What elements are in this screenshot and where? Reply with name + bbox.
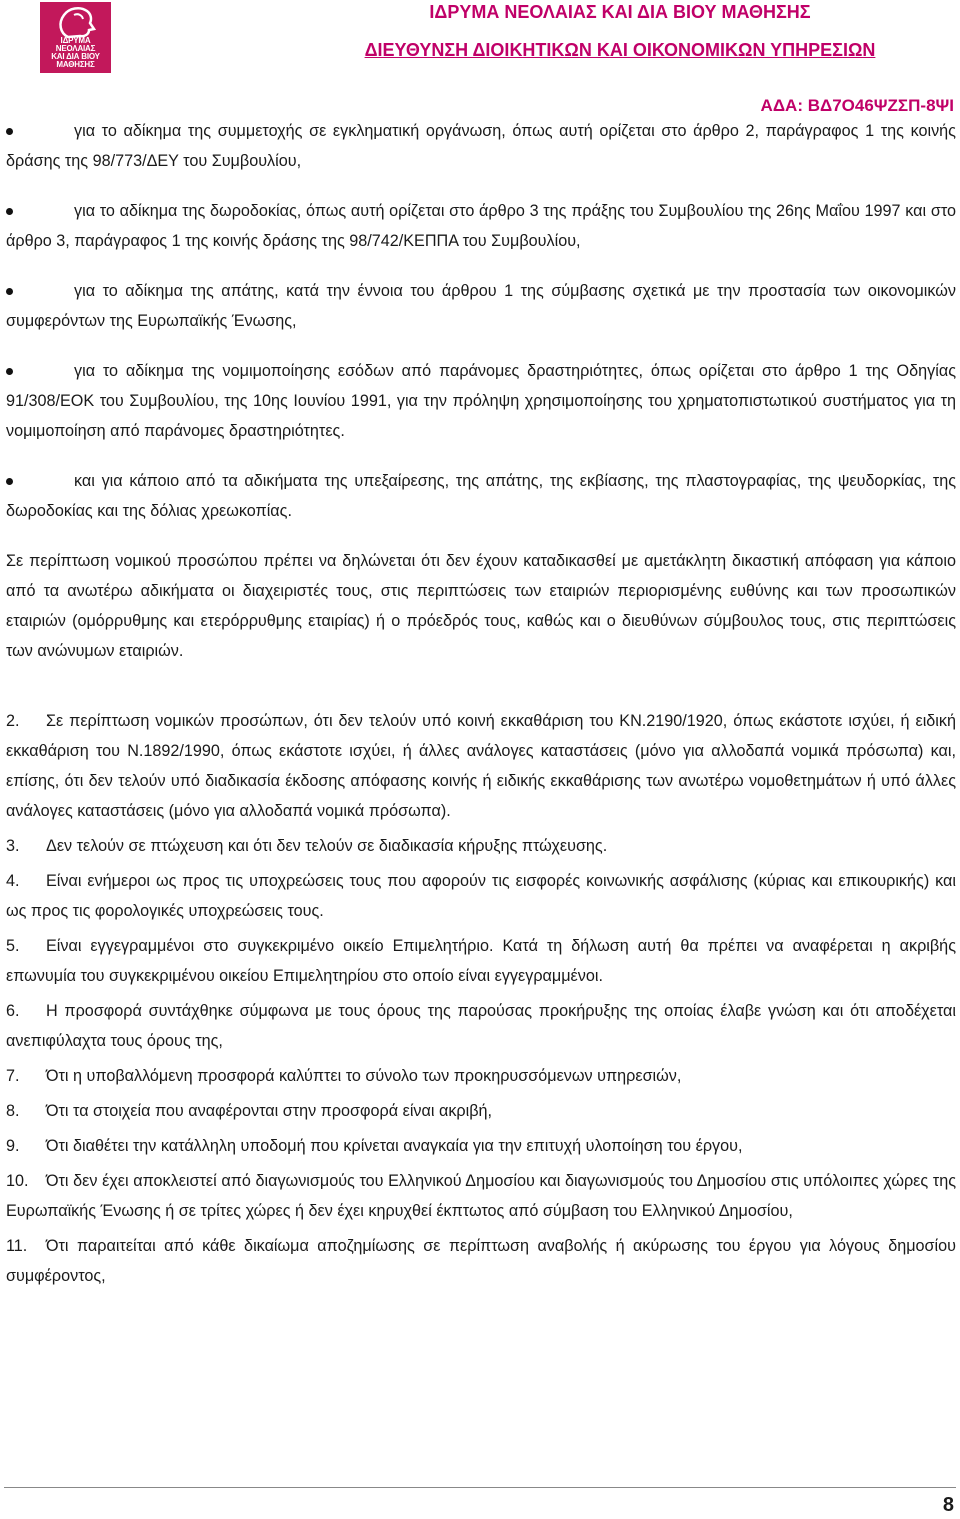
item-number: 2. — [6, 712, 20, 730]
bullet-item — [6, 276, 956, 336]
numbered-item — [6, 866, 956, 926]
numbered-item — [6, 1061, 956, 1091]
numbered-item — [6, 931, 956, 991]
bullet-text: για το αδίκημα της απάτης, κατά την έννοια του άρθρου 1 της σύμβασης σχετικά με την προστασία των οικονομικών συμφερόντων της Ευρωπαϊκής Ένωσης, — [6, 282, 956, 330]
bullet-icon — [6, 288, 13, 295]
numbered-item — [6, 1231, 956, 1291]
item-text: Ότι δεν έχει αποκλειστεί από διαγωνισμούς του Ελληνικού Δημοσίου και διαγωνισμούς του Δημοσίου στις υπόλοιπες χώρες της Ευρωπαϊκής Ένωσης ή σε τρίτες χώρες ή δεν έχει κηρυχθεί έκπτωτος από σύμβαση του Ελληνικού Δημοσίου, — [6, 1172, 956, 1220]
item-number: 8. — [6, 1102, 20, 1120]
item-number: 4. — [6, 872, 20, 890]
logo-profile-icon — [54, 5, 98, 39]
bullet-item — [6, 116, 956, 176]
foundation-logo — [40, 2, 111, 73]
logo-text: ΙΔΡΥΜΑ ΝΕΟΛΑΙΑΣ ΚΑΙ ΔΙΑ ΒΙΟΥ ΜΑΘΗΣΗΣ — [51, 36, 100, 69]
item-number: 7. — [6, 1067, 20, 1085]
item-text: Ότι παραιτείται από κάθε δικαίωμα αποζημίωσης σε περίπτωση αναβολής ή ακύρωσης του έργου για λόγους δημοσίου συμφέροντος, — [6, 1237, 956, 1285]
item-text: Είναι εγγεγραμμένοι στο συγκεκριμένο οικείο Επιμελητήριο. Κατά τη δήλωση αυτή θα πρέπει να αναφέρεται η ακριβής επωνυμία του συγκεκριμένου οικείου Επιμελητηρίου στο οποίο είναι εγγεγραμμένοι. — [6, 937, 956, 985]
bullet-item — [6, 196, 956, 256]
numbered-item — [6, 706, 956, 826]
bullet-icon — [6, 128, 13, 135]
numbered-item — [6, 831, 956, 861]
numbered-item — [6, 996, 956, 1056]
ada-code: ΑΔΑ: ΒΔ7Ο46ΨΖΣΠ-8ΨΙ — [760, 96, 954, 115]
bullet-icon — [6, 208, 13, 215]
item-text: Ότι η υποβαλλόμενη προσφορά καλύπτει το σύνολο των προκηρυσσόμενων υπηρεσιών, — [46, 1067, 682, 1085]
item-text: Είναι ενήμεροι ως προς τις υποχρεώσεις τους που αφορούν τις εισφορές κοινωνικής ασφάλισης (κύριας και επικουρικής) και ως προς τις φορολογικές υποχρεώσεις τους. — [6, 872, 956, 920]
bullet-text: για το αδίκημα της δωροδοκίας, όπως αυτή ορίζεται στο άρθρο 3 της πράξης του Συμβουλίου της 26ης Μαΐου 1997 και στο άρθρο 3, παράγραφος 1 της κοινής δράσης της 98/742/ΚΕΠΠΑ του Συμβουλίου, — [6, 202, 956, 250]
item-number: 3. — [6, 837, 20, 855]
organization-title: ΙΔΡΥΜΑ ΝΕΟΛΑΙΑΣ ΚΑΙ ΔΙΑ ΒΙΟΥ ΜΑΘΗΣΗΣ — [429, 2, 811, 22]
footer-divider — [4, 1487, 956, 1488]
item-number: 11. — [6, 1237, 28, 1255]
item-number: 6. — [6, 1002, 20, 1020]
bullet-item — [6, 356, 956, 446]
item-text: Σε περίπτωση νομικών προσώπων, ότι δεν τελούν υπό κοινή εκκαθάριση του ΚΝ.2190/1920, όπως εκάστοτε ισχύει, ή ειδική εκκαθάριση του Ν.1892/1990, όπως εκάστοτε ισχύει, ή άλλες ανάλογες καταστάσεις (μόνο για αλλοδαπά νομικά πρόσωπα) και, επίσης, ότι δεν τελούν υπό διαδικασία έκδοσης απόφασης κοινής ή ειδικής εκκαθάρισης των ανωτέρω νομοθετημάτων ή υπό άλλες ανάλογες καταστάσεις (μόνο για αλλοδαπά νομικά πρόσωπα). — [6, 712, 956, 820]
item-text: Ότι διαθέτει την κατάλληλη υποδομή που κρίνεται αναγκαία για την επιτυχή υλοποίηση του έργου, — [46, 1137, 743, 1155]
numbered-item — [6, 1166, 956, 1226]
numbered-item — [6, 1131, 956, 1161]
bullet-text: και για κάποιο από τα αδικήματα της υπεξαίρεσης, της απάτης, της εκβίασης, της πλαστογραφίας, της ψευδορκίας, της δωροδοκίας και της δόλιας χρεωκοπίας. — [6, 472, 956, 520]
bullet-icon — [6, 478, 13, 485]
item-text: Η προσφορά συντάχθηκε σύμφωνα με τους όρους της παρούσας προκήρυξης της οποίας έλαβε γνώση και ότι αποδέχεται ανεπιφύλαχτα τους όρους της, — [6, 1002, 956, 1050]
item-text: Ότι τα στοιχεία που αναφέρονται στην προσφορά είναι ακριβή, — [46, 1102, 493, 1120]
page-number: 8 — [942, 1494, 954, 1516]
numbered-item — [6, 1096, 956, 1126]
department-title: ΔΙΕΥΘΥΝΣΗ ΔΙΟΙΚΗΤΙΚΩΝ ΚΑΙ ΟΙΚΟΝΟΜΙΚΩΝ ΥΠΗΡΕΣΙΩΝ — [364, 40, 876, 60]
document-body — [6, 116, 956, 1296]
bullet-text: για το αδίκημα της νομιμοποίησης εσόδων από παράνομες δραστηριότητες, όπως ορίζεται στο άρθρο 1 της Οδηγίας 91/308/ΕΟΚ του Συμβουλίου, της 10ης Ιουνίου 1991, για την πρόληψη χρησιμοποίησης του χρηματοπιστωτικού συστήματος για τη νομιμοποίηση από παράνομες δραστηριότητες. — [6, 362, 956, 440]
item-number: 9. — [6, 1137, 20, 1155]
bullet-icon — [6, 368, 13, 375]
item-text: Δεν τελούν σε πτώχευση και ότι δεν τελούν σε διαδικασία κήρυξης πτώχευσης. — [46, 837, 608, 855]
legal-entity-paragraph: Σε περίπτωση νομικού προσώπου πρέπει να δηλώνεται ότι δεν έχουν καταδικασθεί με αμετάκλητη δικαστική απόφαση για κάποιο από τα ανωτέρω αδικήματα οι διαχειριστές τους, στις περιπτώσεις των εταιριών περιορισμένης ευθύνης και των προσωπικών εταιριών (ομόρρυθμης και ετερόρρυθμης εταιρίας) ή ο πρόεδρός τους, καθώς και ο διευθύνων σύμβουλος τους, στις περιπτώσεις των ανώνυμων εταιριών. — [6, 552, 956, 660]
item-number: 10. — [6, 1172, 29, 1190]
bullet-text: για το αδίκημα της συμμετοχής σε εγκληματική οργάνωση, όπως αυτή ορίζεται στο άρθρο 2, παράγραφος 1 της κοινής δράσης της 98/773/ΔΕΥ του Συμβουλίου, — [6, 122, 956, 170]
bullet-item — [6, 466, 956, 526]
item-number: 5. — [6, 937, 20, 955]
